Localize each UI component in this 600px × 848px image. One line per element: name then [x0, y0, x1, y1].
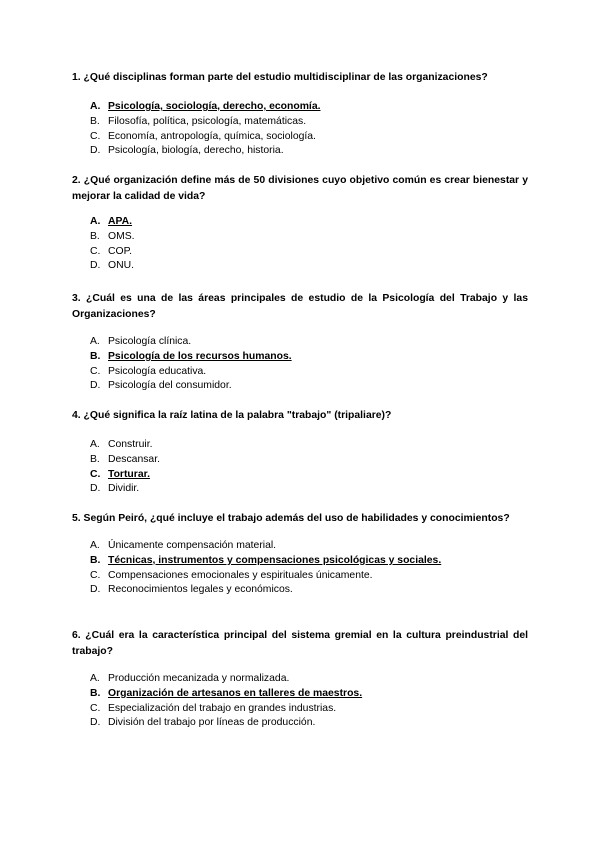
question-5-option-c [72, 569, 528, 584]
option-letter: D. [90, 584, 101, 596]
question-1-option-b [72, 115, 528, 130]
question-3-options [72, 335, 528, 394]
option-letter: A. [90, 540, 100, 551]
option-letter: A. [90, 673, 100, 684]
option-text: Únicamente compensación material. [108, 540, 277, 551]
option-text: Especialización del trabajo en grandes industrias. [108, 702, 337, 714]
option-letter: B. [90, 230, 100, 242]
question-3-option-a [72, 335, 528, 350]
option-letter: B. [90, 453, 100, 465]
question-6-text: 6. ¿Cuál era la característica principal del sistema gremial en la cultura preindustrial del trabajo? [72, 630, 528, 657]
question-2-option-d [72, 259, 528, 274]
option-text: APA. [108, 216, 133, 227]
option-text: COP. [108, 245, 133, 257]
question-6-option-d [72, 716, 528, 731]
option-text: Economía, antropología, química, sociología. [108, 130, 316, 142]
question-2-text: 2. ¿Qué organización define más de 50 divisiones cuyo objetivo común es crear bienestar y mejorar la calidad de vida? [72, 175, 528, 202]
option-text: Descansar. [108, 453, 160, 465]
question-1 [72, 70, 528, 159]
question-4-options [72, 438, 528, 497]
question-6-options [72, 672, 528, 731]
question-4 [72, 408, 528, 497]
option-letter: C. [90, 130, 101, 142]
option-text: Compensaciones emocionales y espirituales únicamente. [108, 569, 373, 581]
question-3 [72, 291, 528, 394]
question-5-option-d [72, 583, 528, 598]
option-text: División del trabajo por líneas de producción. [108, 717, 316, 729]
option-text: Reconocimientos legales y económicos. [108, 584, 293, 596]
question-4-option-c [72, 468, 528, 483]
option-letter: A. [90, 216, 101, 227]
question-1-option-d [72, 144, 528, 159]
option-letter: B. [90, 554, 101, 566]
option-text: Organización de artesanos en talleres de maestros. [108, 687, 363, 699]
option-text: OMS. [108, 230, 135, 242]
question-5-option-b [72, 554, 528, 569]
option-text: Psicología, biología, derecho, historia. [108, 145, 284, 157]
question-1-option-c [72, 130, 528, 145]
question-5-option-a [72, 539, 528, 554]
question-3-option-b [72, 350, 528, 365]
question-4-option-b [72, 453, 528, 468]
option-text: Filosofía, política, psicología, matemáticas. [108, 115, 307, 127]
question-2-option-b [72, 230, 528, 245]
option-text: Psicología clínica. [108, 336, 192, 347]
question-5-options [72, 539, 528, 598]
option-letter: C. [90, 468, 101, 480]
question-6 [72, 628, 528, 731]
question-4-text: 4. ¿Qué significa la raíz latina de la palabra "trabajo" (tripaliare)? [72, 410, 392, 421]
option-letter: A. [90, 101, 101, 112]
option-letter: C. [90, 569, 101, 581]
question-2-option-c [72, 245, 528, 260]
question-6-option-a [72, 672, 528, 687]
option-letter: C. [90, 245, 101, 257]
option-letter: D. [90, 260, 101, 272]
question-4-option-a [72, 438, 528, 453]
option-text: Psicología de los recursos humanos. [108, 350, 292, 362]
question-2 [72, 173, 528, 274]
option-text: ONU. [108, 260, 134, 272]
option-letter: D. [90, 483, 101, 495]
option-text: Torturar. [108, 468, 150, 480]
option-text: Dividir. [108, 483, 140, 495]
question-5 [72, 511, 528, 598]
option-letter: B. [90, 350, 101, 362]
question-6-option-b [72, 687, 528, 702]
option-text: Construir. [108, 439, 153, 450]
option-letter: C. [90, 702, 101, 714]
option-letter: D. [90, 145, 101, 157]
option-text: Psicología del consumidor. [108, 380, 232, 392]
question-3-text: 3. ¿Cuál es una de las áreas principales de estudio de la Psicología del Trabajo y las Organizaciones? [72, 293, 528, 320]
option-text: Psicología educativa. [108, 365, 207, 377]
option-letter: A. [90, 336, 100, 347]
option-text: Producción mecanizada y normalizada. [108, 673, 290, 684]
option-letter: D. [90, 380, 101, 392]
option-text: Técnicas, instrumentos y compensaciones psicológicas y sociales. [108, 554, 442, 566]
question-4-option-d [72, 482, 528, 497]
question-1-option-a [72, 100, 528, 115]
option-text: Psicología, sociología, derecho, economía. [108, 101, 321, 112]
option-letter: A. [90, 439, 100, 450]
question-5-text: 5. Según Peiró, ¿qué incluye el trabajo además del uso de habilidades y conocimientos? [72, 513, 510, 524]
question-3-option-d [72, 379, 528, 394]
question-1-options [72, 100, 528, 159]
option-letter: B. [90, 115, 100, 127]
question-2-options [72, 215, 528, 274]
option-letter: B. [90, 687, 101, 699]
question-2-option-a [72, 215, 528, 230]
question-3-option-c [72, 365, 528, 380]
question-1-text: 1. ¿Qué disciplinas forman parte del estudio multidisciplinar de las organizaciones? [72, 72, 488, 83]
option-letter: D. [90, 717, 101, 729]
question-6-option-c [72, 702, 528, 717]
option-letter: C. [90, 365, 101, 377]
